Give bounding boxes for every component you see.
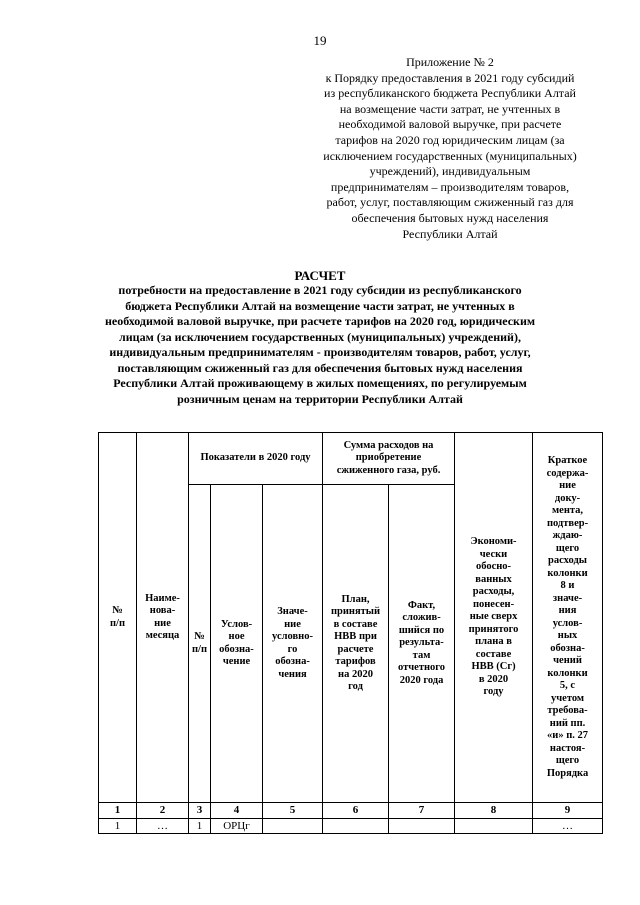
- header-indicators-group: Показатели в 2020 году: [189, 433, 323, 485]
- table-cell: [389, 819, 455, 834]
- header-document-summary: Краткое содержа- ние доку- мента, подтвер- ждаю- щего расходы колонки 8 и значе- ния услов- ных обозна- чений колонки 5, с учетом требова- ний пп. «и» п. 27 настоя- щего Порядка: [533, 433, 603, 803]
- subtitle-line: потребности на предоставление в 2021 году субсидии из республиканского: [118, 283, 522, 297]
- appendix-line: предпринимателям – производителям товаров,: [330, 179, 570, 194]
- column-number: 4: [211, 803, 263, 819]
- appendix-line: из республиканского бюджета Республики Алтай: [324, 86, 576, 101]
- table-cell: 1: [99, 819, 137, 834]
- subtitle-line: лицам (за исключением государственных (муниципальных) учреждений),: [119, 329, 521, 344]
- subtitle-line: бюджета Республики Алтай на возмещение части затрат, не учтенных в: [125, 298, 515, 313]
- appendix-line: необходимой валовой выручке, при расчете: [338, 117, 562, 132]
- header-symbol: Услов- ное обозна- чение: [211, 485, 263, 803]
- table-cell: …: [137, 819, 189, 834]
- header-symbol-value: Значе- ние условно- го обозна- чения: [263, 485, 323, 803]
- appendix-block: [305, 55, 595, 242]
- table-row: [99, 819, 603, 834]
- header-indicator-number: № п/п: [189, 485, 211, 803]
- table-cell: ОРЦг: [211, 819, 263, 834]
- subtitle-line: индивидуальным предпринимателям - производителям товаров, работ, услуг,: [109, 345, 531, 359]
- header-row-number: № п/п: [99, 433, 137, 803]
- table-cell: [323, 819, 389, 834]
- header-costs-group: Сумма расходов на приобретение сжиженного газа, руб.: [323, 433, 455, 485]
- table-cell: …: [533, 819, 603, 834]
- appendix-line: обеспечения бытовых нужд населения: [351, 210, 549, 225]
- header-fact: Факт, сложив- шийся по результа- там отчетного 2020 года: [389, 485, 455, 803]
- appendix-line: на возмещение части затрат, не учтенных в: [339, 101, 561, 116]
- page-number: 19: [313, 33, 327, 48]
- document-title: РАСЧЕТ: [294, 268, 346, 283]
- subtitle-line: поставляющим сжиженный газ для обеспечения бытовых нужд населения: [117, 360, 523, 375]
- header-month-name: Наиме- нова- ние месяца: [137, 433, 189, 803]
- table-cell: [263, 819, 323, 834]
- appendix-line: Республики Алтай: [402, 226, 498, 241]
- column-number: 8: [455, 803, 533, 819]
- appendix-line: учреждений), индивидуальным: [369, 164, 531, 179]
- column-number: 7: [389, 803, 455, 819]
- subtitle-line: розничным ценам на территории Республики Алтай: [177, 391, 463, 406]
- appendix-line: работ, услуг, поставляющим сжиженный газ для: [326, 195, 574, 210]
- column-number: 2: [137, 803, 189, 819]
- subtitle-line: Республики Алтай проживающему в жилых помещениях, по регулируемым: [113, 376, 527, 390]
- column-number: 9: [533, 803, 603, 819]
- appendix-line: тарифов на 2020 год юридическим лицам (за: [335, 132, 565, 147]
- column-numbers-row: [99, 803, 603, 819]
- table-cell: [455, 819, 533, 834]
- appendix-line: к Порядку предоставления в 2021 году субсидий: [325, 70, 575, 85]
- column-number: 6: [323, 803, 389, 819]
- header-plan: План, принятый в составе НВВ при расчете тарифов на 2020 год: [323, 485, 389, 803]
- appendix-line: исключением государственных (муниципальных): [323, 148, 577, 163]
- table-cell: 1: [189, 819, 211, 834]
- column-number: 1: [99, 803, 137, 819]
- subtitle-line: необходимой валовой выручке, при расчете тарифов на 2020 год, юридическим: [104, 314, 536, 328]
- calculation-table: [98, 432, 603, 834]
- header-economic-costs: Экономи- чески обосно- ванных расходы, понесен- ные сверх принятого плана в составе НВВ (Сг) в 2020 году: [455, 433, 533, 803]
- document-subtitle: [100, 283, 540, 407]
- column-number: 5: [263, 803, 323, 819]
- appendix-title: Приложение № 2: [406, 55, 494, 69]
- column-number: 3: [189, 803, 211, 819]
